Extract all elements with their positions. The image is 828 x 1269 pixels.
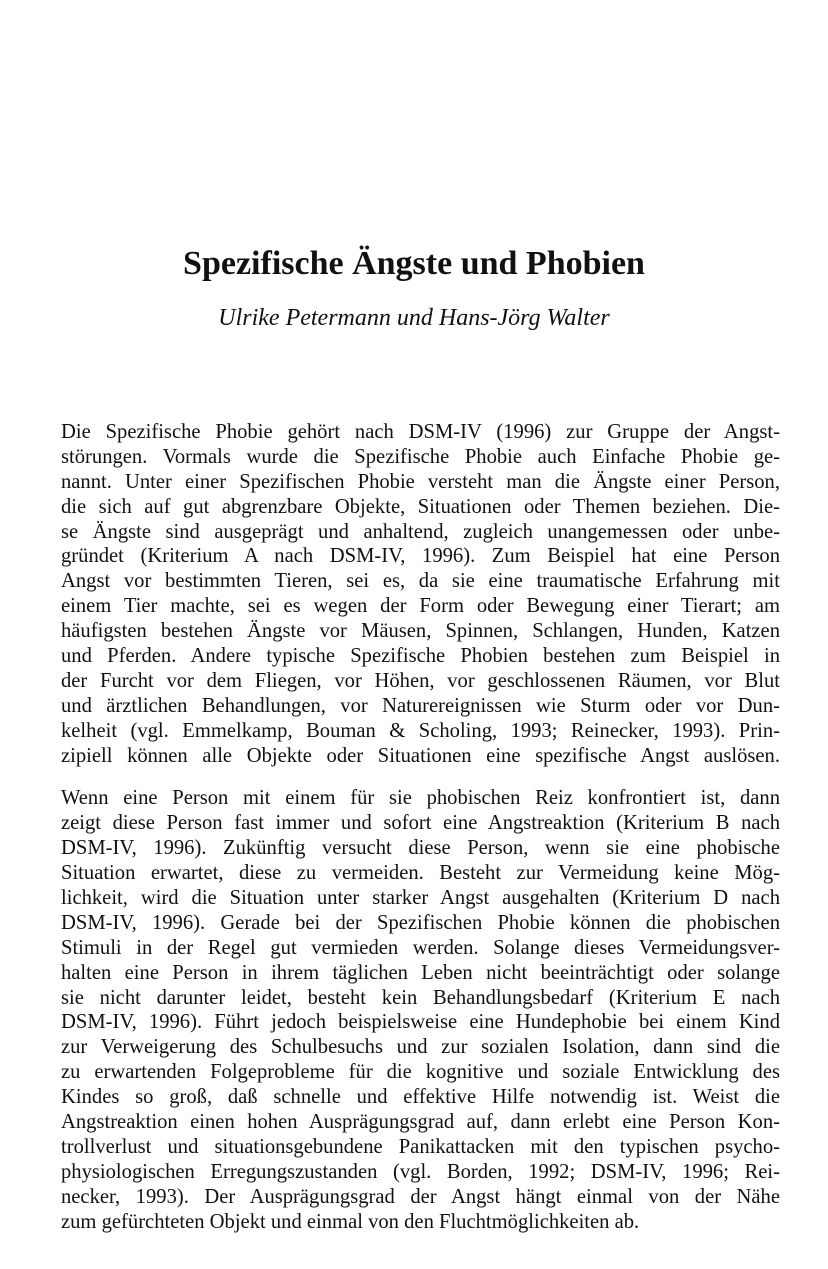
text-line: Situation erwartet, diese zu vermeiden. Besteht zur Vermeidung keine Mög- [61, 862, 780, 885]
text-line: Die Spezifische Phobie gehört nach DSM-IV (1996) zur Gruppe der Angst- [61, 421, 780, 443]
text-line: DSM-IV, 1996). Zukünftig versucht diese Person, wenn sie eine phobische [61, 837, 780, 860]
text-line: gründet (Kriterium A nach DSM-IV, 1996). Zum Beispiel hat eine Person [61, 545, 780, 568]
text-line: Kindes so groß, daß schnelle und effektive Hilfe notwendig ist. Weist die [61, 1086, 780, 1109]
text-line: se Ängste sind ausgeprägt und anhaltend, zugleich unangemessen oder unbe- [61, 520, 780, 543]
text-line: Stimuli in der Regel gut vermieden werden. Solange dieses Vermeidungsver- [61, 936, 780, 959]
text-line: der Furcht vor dem Fliegen, vor Höhen, vor geschlossenen Räumen, vor Blut [61, 669, 780, 692]
text-line: zu erwartenden Folgeprobleme für die kognitive und soziale Entwicklung des [61, 1061, 780, 1084]
text-line: und Pferden. Andere typische Spezifische Phobien bestehen zum Beispiel in [61, 645, 780, 668]
text-line: trollverlust und situationsgebundene Panikattacken mit den typischen psycho- [61, 1135, 780, 1158]
body-text [61, 420, 780, 1235]
text-line: die sich auf gut abgrenzbare Objekte, Situationen oder Themen beziehen. Die- [61, 495, 780, 518]
text-line: zipiell können alle Objekte oder Situationen eine spezifische Angst auslösen. [61, 744, 780, 767]
text-line: DSM-IV, 1996). Gerade bei der Spezifischen Phobie können die phobischen [61, 911, 780, 934]
text-line: sie nicht darunter leidet, besteht kein Behandlungsbedarf (Kriterium E nach [61, 986, 780, 1009]
text-line: necker, 1993). Der Ausprägungsgrad der Angst hängt einmal von der Nähe [61, 1185, 780, 1208]
text-line: nannt. Unter einer Spezifischen Phobie versteht man die Ängste einer Person, [61, 470, 780, 493]
text-line: Wenn eine Person mit einem für sie phobischen Reiz konfrontiert ist, dann [61, 787, 780, 810]
text-line: DSM-IV, 1996). Führt jedoch beispielsweise eine Hundephobie bei einem Kind [61, 1011, 780, 1034]
text-line: Angst vor bestimmten Tieren, sei es, da sie eine traumatische Erfahrung mit [61, 570, 780, 593]
text-line: kelheit (vgl. Emmelkamp, Bouman & Scholing, 1993; Reinecker, 1993). Prin- [61, 719, 780, 742]
text-line: lichkeit, wird die Situation unter starker Angst ausgehalten (Kriterium D nach [61, 887, 780, 910]
text-line: Angstreaktion einen hohen Ausprägungsgrad auf, dann erlebt eine Person Kon- [61, 1111, 780, 1134]
text-line: einem Tier machte, sei es wegen der Form oder Bewegung einer Tierart; am [61, 595, 780, 618]
paragraph-2 [61, 786, 780, 1234]
text-line: zur Verweigerung des Schulbesuchs und zur sozialen Isolation, dann sind die [61, 1036, 780, 1059]
author-line: Ulrike Petermann und Hans-Jörg Walter [218, 305, 610, 331]
page-title: Spezifische Ängste und Phobien [183, 245, 645, 282]
text-line: zum gefürchteten Objekt und einmal von den Fluchtmöglichkeiten ab. [61, 1210, 640, 1233]
text-line: zeigt diese Person fast immer und sofort eine Angstreaktion (Kriterium B nach [61, 812, 780, 835]
text-line: störungen. Vormals wurde die Spezifische Phobie auch Einfache Phobie ge- [61, 445, 780, 468]
text-line: häufigsten bestehen Ängste vor Mäusen, Spinnen, Schlangen, Hunden, Katzen [61, 620, 780, 643]
text-line: physiologischen Erregungszustanden (vgl. Borden, 1992; DSM-IV, 1996; Rei- [61, 1160, 780, 1183]
text-line: und ärztlichen Behandlungen, vor Naturereignissen wie Sturm oder vor Dun- [61, 694, 780, 717]
text-line: halten eine Person in ihrem täglichen Leben nicht beeinträchtigt oder solange [61, 961, 780, 984]
paragraph-1 [61, 420, 780, 768]
